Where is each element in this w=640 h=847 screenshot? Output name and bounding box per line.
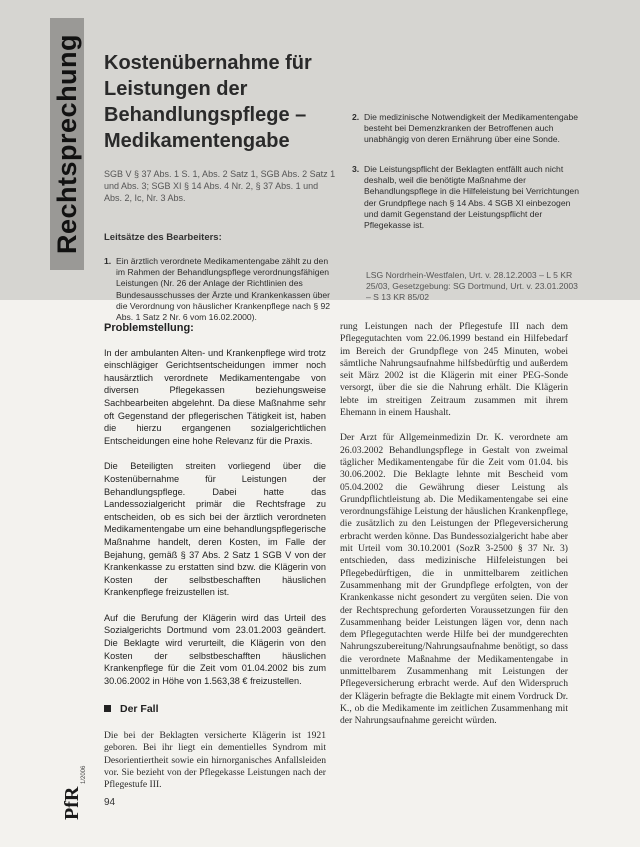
problem-heading: Problemstellung: [104, 322, 194, 334]
guideline-item [352, 164, 582, 231]
title-line: Kostenübernahme für [104, 52, 312, 74]
journal-logo-icon [54, 754, 88, 824]
guideline-number: 3. [352, 164, 360, 174]
legal-norms: SGB V § 37 Abs. 1 S. 1, Abs. 2 Satz 1, SGB Abs. 2 Satz 1 und Abs. 3; SGB XI § 14 Abs. 4 Nr. 2, § 37 Abs. 1 und Abs. 2, Ic, Nr. 3 Abs. [104, 169, 336, 203]
problem-paragraph: In der ambulanten Alten- und Krankenpflege wird trotz einschlägiger Gerichtsentscheidungen immer noch hausärztlich verordnete Medikamentengabe von diversen Pflegekassen beziehungsweise Sachbearbeiten abgelehnt. Da diese Maßnahme sehr oft Gegenstand der pflegerischen Tätigkeit ist, haben die hierzu ergangenen sozialgerichtlichen Entscheidungen eine hohe Relevanz für die Praxis. [104, 347, 326, 446]
guideline-number: 2. [352, 112, 360, 122]
guideline-item [104, 256, 332, 323]
title-line: Leistungen der [104, 78, 248, 100]
logo-text: PfR [61, 786, 83, 820]
problem-section [104, 322, 326, 700]
title-line: Medikamentengabe [104, 130, 290, 152]
title-line: Behandlungspflege – [104, 104, 307, 126]
guideline-text: Ein ärztlich verordnete Medikamentengabe zählt zu den im Rahmen der Behandlungspflege verordnungsfähigen Leistungen (Nr. 26 der Anlage der Richtlinien des Bundesausschusses der Ärzte und Krankenkassen über die Verordnung von häuslicher Krankenpflege nach § 92 Abs. 1 Satz 2 Nr. 6 vom 16.02.2000). [116, 256, 331, 323]
guideline-text: Die Leistungspflicht der Beklagten entfällt auch nicht deshalb, weil die benötigte Maßnahme der Behandlungspflege in die Hilfeleistung bei Verrichtungen der Grundpflege nach § 14 Abs. 4 SGB XI einbezogen und damit Gegenstand der Leistungspflicht der Pflegekasse ist. [364, 164, 579, 231]
section-title: Rechtsprechung [52, 33, 82, 255]
body-paragraph: rung Leistungen nach der Pflegestufe III nach dem Pflegegutachten vom 22.06.1999 bestand ein Hilfebedarf im Bereich der Grundpflege von 245 Minuten, wobei sämtliche Nahrungsaufnahme hilfsbedürftig und außerdem seit März 2002 ist die Klägerin mit einer PEG-Sonde versorgt, über die sie die Nahrung erhält. Die Klägerin lebte im streitigen Zeitraum zusammen mit ihrem Ehemann in einem Haushalt. [340, 321, 568, 419]
problem-paragraph: Die Beteiligten streiten vorliegend über die Kostenübernahme für Leistungen der Behandlungspflege. Dabei hatte das Landessozialgericht primär die Rechtsfrage zu entscheiden, ob es sich bei der ärztlich verordneten Medikamentengabe um eine behandlungspflegerische Maßnahme handelt, deren Kosten, im Falle der Bejahung, gemäß § 37 Abs. 2 Satz 1 SGB V von der Krankenkasse zu erstatten sind bzw. die Klägerin von Kosten der selbstbeschafften häuslichen Krankenpflege freizustellen ist. [104, 461, 326, 598]
guidelines-label: Leitsätze des Bearbeiters: [104, 232, 222, 243]
body-paragraph: Der Arzt für Allgemeinmedizin Dr. K. verordnete am 26.03.2002 Behandlungspflege in Gestalt von zweimal täglicher Medikamentengabe für die Zeit vom 01.04. bis 30.06.2002. Die Beklagte lehnte mit Bescheid vom 05.04.2002 die Gewährung dieser Leistung als Grundpflichtleistung ab. Die Medikamentengabe sei eine verordnungsfähige Leistung der häuslichen Krankenpflege, die zusätzlich zu den Leistungen der Pflegeversicherung erbracht werden könne. Das Bundessozialgericht habe aber mit Urteil vom 30.10.2001 (SozR 3-2500 § 37 Nr. 3) entschieden, dass medizinische Hilfeleistungen bei Pflegebedürftigen, die in unmittelbarem zeitlichen Zusammenhang mit der Grundpflege erfolgten, von der Krankenkasse nicht gesondert zu vergüten seien. Die von der Rechtsprechung geforderten Voraussetzungen für den Zusammenhang beider Leistungen lägen vor, denn nach dem Pflegegutachten werde Hilfe bei der mundgerechten Nahrungszubereitung/Nahrungsaufnahme benötigt, so dass die verordnete Maßnahme der Medikamentengabe in unmittelbarem Zusammenhang mit Leistungen der Pflegeversicherung erbracht werde. Auf den Widerspruch der Klägerin befragte die Beklagte mit einem Vordruck Dr. K., ob die Medikamente im zeitlichen Zusammenhang mit der Nahrungsaufnahme gereicht würden. [340, 432, 568, 727]
court-citation: LSG Nordrhein-Westfalen, Urt. v. 28.12.2003 – L 5 KR 25/03, Gesetzgebung: SG Dortmund, Urt. v. 23.01.2003 – S 13 KR 85/02 [366, 270, 578, 302]
page-number: 94 [104, 797, 116, 808]
case-heading-text: Der Fall [120, 703, 159, 715]
right-column [340, 321, 568, 741]
article-title [104, 50, 332, 154]
logo-issue: 1/2006 [81, 765, 87, 784]
case-text: Die bei der Beklagten versicherte Klägerin ist 1921 geboren. Bei ihr liegt ein dementielles Syndrom mit Desorientiertheit sowie ein hirnorganisches Anfallsleiden vor. Sie bezieht von der Pflegekasse Leistungen nach der Pflegestufe III. [104, 730, 326, 791]
guideline-item [352, 112, 582, 146]
case-heading [104, 703, 159, 715]
bullet-square-icon [104, 705, 111, 712]
guideline-number: 1. [104, 256, 112, 266]
problem-paragraph: Auf die Berufung der Klägerin wird das Urteil des Sozialgerichts Dortmund vom 23.01.2003 geändert. Die Beklagte wird verurteilt, die Klägerin von den Kosten der selbstbeschafften häuslichen Krankenpflege für die Zeit vom 01.04.2002 bis zum 30.06.2002 in Höhe von 1.563,38 € freizustellen. [104, 612, 326, 686]
guideline-text: Die medizinische Notwendigkeit der Medikamentengabe besteht bei Demenzkranken der Betroffenen auch unabhängig von deren Ernährung über eine Sonde. [364, 112, 579, 145]
